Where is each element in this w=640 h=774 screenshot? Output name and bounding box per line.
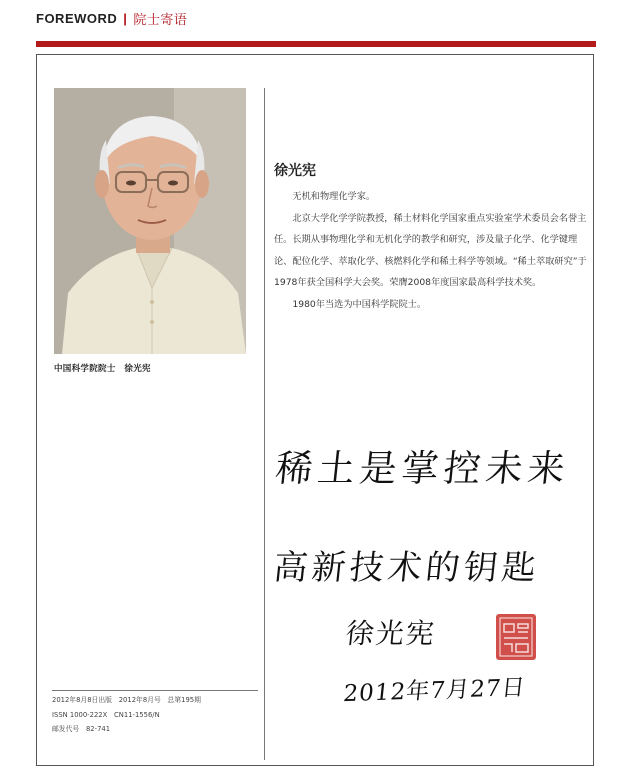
page-header: [36, 8, 187, 28]
column-divider: [264, 88, 265, 760]
section-title-en: FOREWORD: [36, 10, 118, 26]
bio-paragraph: 北京大学化学学院教授，稀土材料化学国家重点实验室学术委员会名誉主任。长期从事物理化学和无机化学的教学和研究，涉及量子化学、化学键理论、配位化学、萃取化学、核燃料化学和稀土科学等领域。“稀土萃取研究”于1978年获全国科学大会奖。荣膺2008年度国家最高科学技术奖。: [274, 212, 587, 289]
portrait-photo: [54, 88, 246, 354]
bio-paragraph: 无机和物理化学家。: [292, 191, 376, 202]
publication-line: 2012年8月8日出版 2012年8月号 总第195期: [52, 696, 201, 704]
bio-paragraph: 1980年当选为中国科学院院士。: [292, 298, 427, 310]
profile-name: 徐光宪: [274, 163, 316, 179]
section-title-cn: 院士寄语: [133, 12, 188, 28]
red-seal-stamp: [494, 612, 538, 662]
header-separator: |: [123, 10, 128, 26]
publication-line: ISSN 1000-222X CN11-1556/N: [52, 710, 160, 719]
publication-rule: [52, 690, 258, 691]
portrait-illustration: [54, 88, 246, 354]
header-rule: [36, 41, 596, 47]
handwritten-signature: 徐光宪: [344, 617, 438, 650]
publication-info: [52, 690, 258, 737]
handwritten-line-2: 高新技术的钥匙: [271, 548, 542, 588]
handwritten-date: 2012年7月27日: [341, 674, 527, 708]
portrait-caption: 中国科学院院士 徐光宪: [54, 364, 151, 374]
profile-bio: [274, 186, 592, 316]
handwritten-line-1: 稀土是掌控未来: [273, 447, 572, 490]
publication-line: 邮发代号 82-741: [52, 725, 111, 734]
